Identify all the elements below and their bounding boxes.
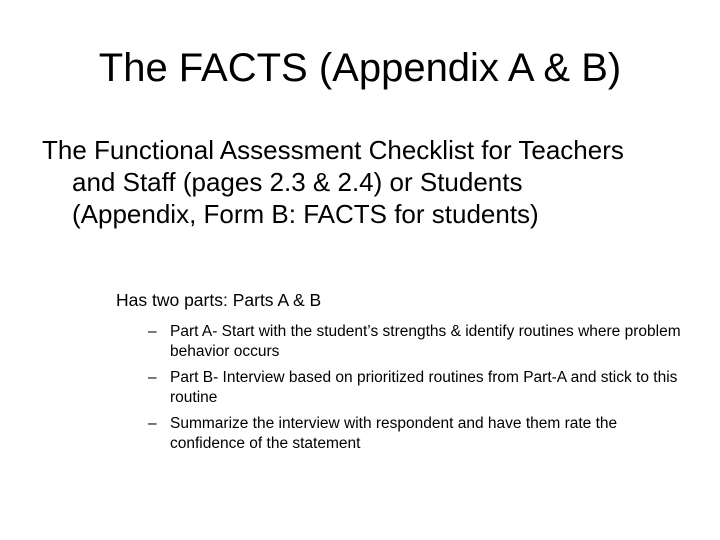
- dash-bullet-icon: –: [148, 415, 157, 432]
- bullet-two-parts: Has two parts: Parts A & B: [116, 290, 322, 310]
- dash-bullet-icon: –: [148, 323, 157, 340]
- bullet-facts-description: The Functional Assessment Checklist for Teachers and Staff (pages 2.3 & 2.4) or Students (Appendix, Form B: FACTS for students): [42, 135, 624, 229]
- sub-bullet-text: Summarize the interview with respondent and have them rate the confidence of the statement: [170, 415, 618, 452]
- sub-bullet-text: Part B- Interview based on prioritized routines from Part-A and stick to this routine: [170, 369, 678, 406]
- sub-bullet-list: [148, 322, 688, 460]
- sub-bullet-text: Part A- Start with the student’s strengths & identify routines where problem behavior occurs: [170, 323, 681, 360]
- sub-bullet-part-b: [148, 368, 688, 408]
- sub-bullet-part-a: [148, 322, 688, 362]
- dash-bullet-icon: –: [148, 369, 157, 386]
- slide-title: The FACTS (Appendix A & B): [98, 46, 622, 90]
- sub-bullet-summarize: [148, 414, 688, 454]
